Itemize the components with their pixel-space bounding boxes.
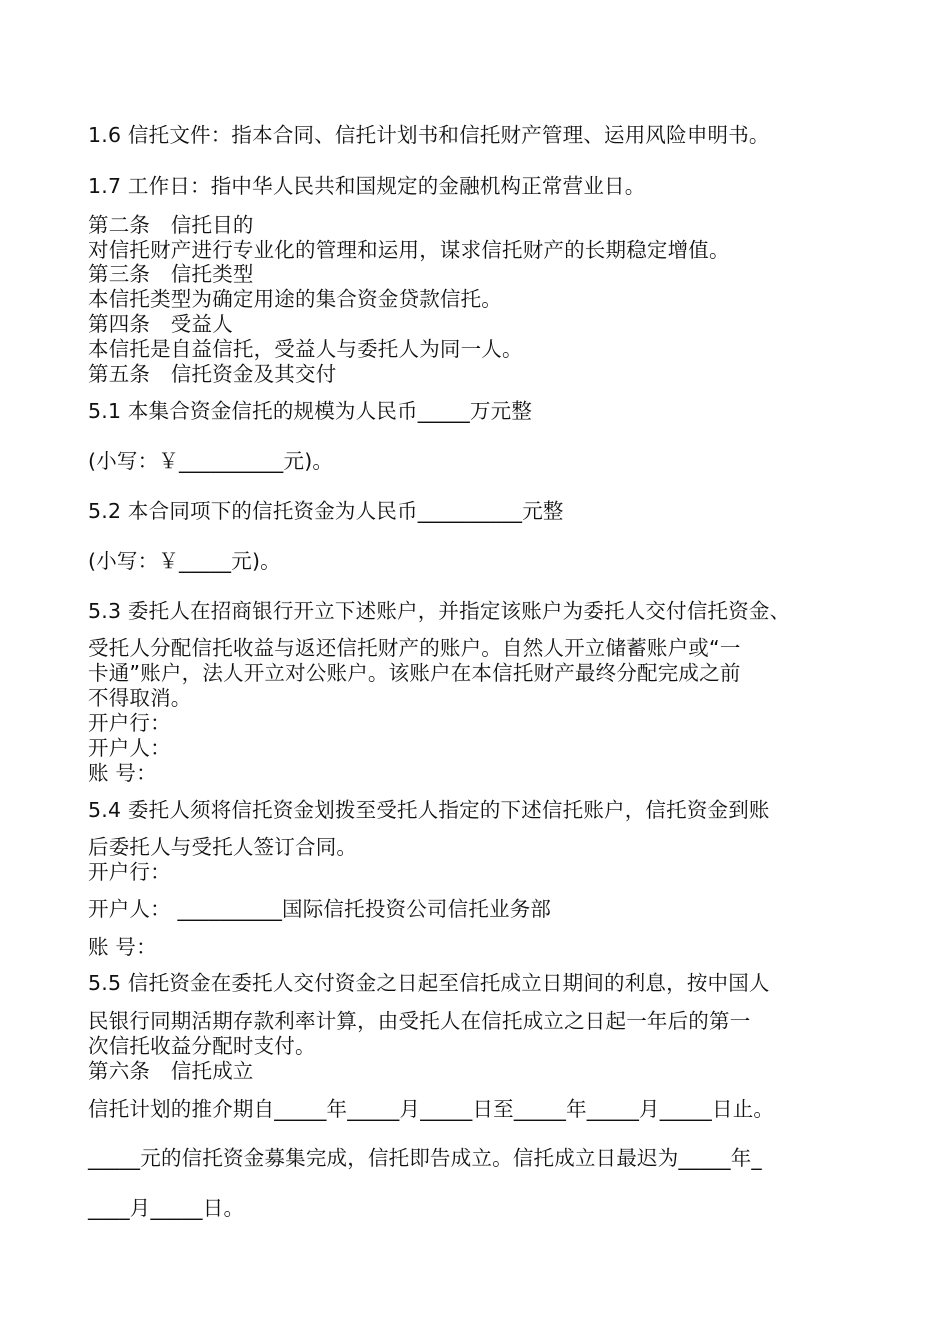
account-bank-label: 开户行： bbox=[88, 711, 171, 735]
account-holder-label: 开户人： bbox=[88, 736, 171, 760]
clause-5-5-line-3: 次信托收益分配时支付。 bbox=[88, 1034, 316, 1058]
article-2-text: 对信托财产进行专业化的管理和运用，谋求信托财产的长期稳定增值。 bbox=[88, 238, 730, 262]
clause-5-2-amount-lowercase: (小写：￥_____元)。 bbox=[88, 549, 281, 573]
clause-1-7-working-day: 1.7 工作日：指中华人民共和国规定的金融机构正常营业日。 bbox=[88, 174, 646, 198]
article-6-latest-date: ____月_____日。 bbox=[88, 1196, 245, 1220]
article-3-text: 本信托类型为确定用途的集合资金贷款信托。 bbox=[88, 287, 502, 311]
article-6-heading: 第六条 信托成立 bbox=[88, 1059, 254, 1083]
clause-5-4-line-1: 5.4 委托人须将信托资金划拨至受托人指定的下述信托账户，信托资金到账 bbox=[88, 798, 770, 822]
clause-5-1-amount-lowercase: (小写：￥__________元)。 bbox=[88, 449, 334, 473]
clause-5-3-line-4: 不得取消。 bbox=[88, 686, 192, 710]
clause-5-5-line-1: 5.5 信托资金在委托人交付资金之日起至信托成立日期间的利息，按中国人 bbox=[88, 971, 770, 995]
article-4-heading: 第四条 受益人 bbox=[88, 312, 233, 336]
clause-5-3-line-2: 受托人分配信托收益与返还信托财产的账户。自然人开立储蓄账户或“一 bbox=[88, 636, 741, 660]
article-3-heading: 第三条 信托类型 bbox=[88, 262, 254, 286]
clause-1-6-trust-documents: 1.6 信托文件：指本合同、信托计划书和信托财产管理、运用风险申明书。 bbox=[88, 123, 770, 147]
article-6-establishment: _____元的信托资金募集完成，信托即告成立。信托成立日最迟为_____年_ bbox=[88, 1146, 762, 1170]
trust-account-number-label: 账 号： bbox=[88, 935, 157, 959]
clause-5-3-line-1: 5.3 委托人在招商银行开立下述账户，并指定该账户为委托人交付信托资金、 bbox=[88, 599, 791, 623]
clause-5-3-line-3: 卡通”账户，法人开立对公账户。该账户在本信托财产最终分配完成之前 bbox=[88, 661, 741, 685]
article-2-heading: 第二条 信托目的 bbox=[88, 213, 254, 237]
clause-5-2-funds: 5.2 本合同项下的信托资金为人民币__________元整 bbox=[88, 499, 564, 523]
article-6-offering-period: 信托计划的推介期自_____年_____月_____日至_____年_____月_____日止。 bbox=[88, 1097, 775, 1121]
trust-account-bank-label: 开户行： bbox=[88, 860, 171, 884]
account-number-label: 账 号： bbox=[88, 761, 157, 785]
clause-5-4-line-2: 后委托人与受托人签订合同。 bbox=[88, 835, 358, 859]
clause-5-5-line-2: 民银行同期活期存款利率计算，由受托人在信托成立之日起一年后的第一 bbox=[88, 1009, 751, 1033]
trust-account-holder: 开户人： __________国际信托投资公司信托业务部 bbox=[88, 897, 552, 921]
article-5-heading: 第五条 信托资金及其交付 bbox=[88, 362, 337, 386]
clause-5-1-scale: 5.1 本集合资金信托的规模为人民币_____万元整 bbox=[88, 399, 533, 423]
article-4-text: 本信托是自益信托，受益人与委托人为同一人。 bbox=[88, 337, 523, 361]
